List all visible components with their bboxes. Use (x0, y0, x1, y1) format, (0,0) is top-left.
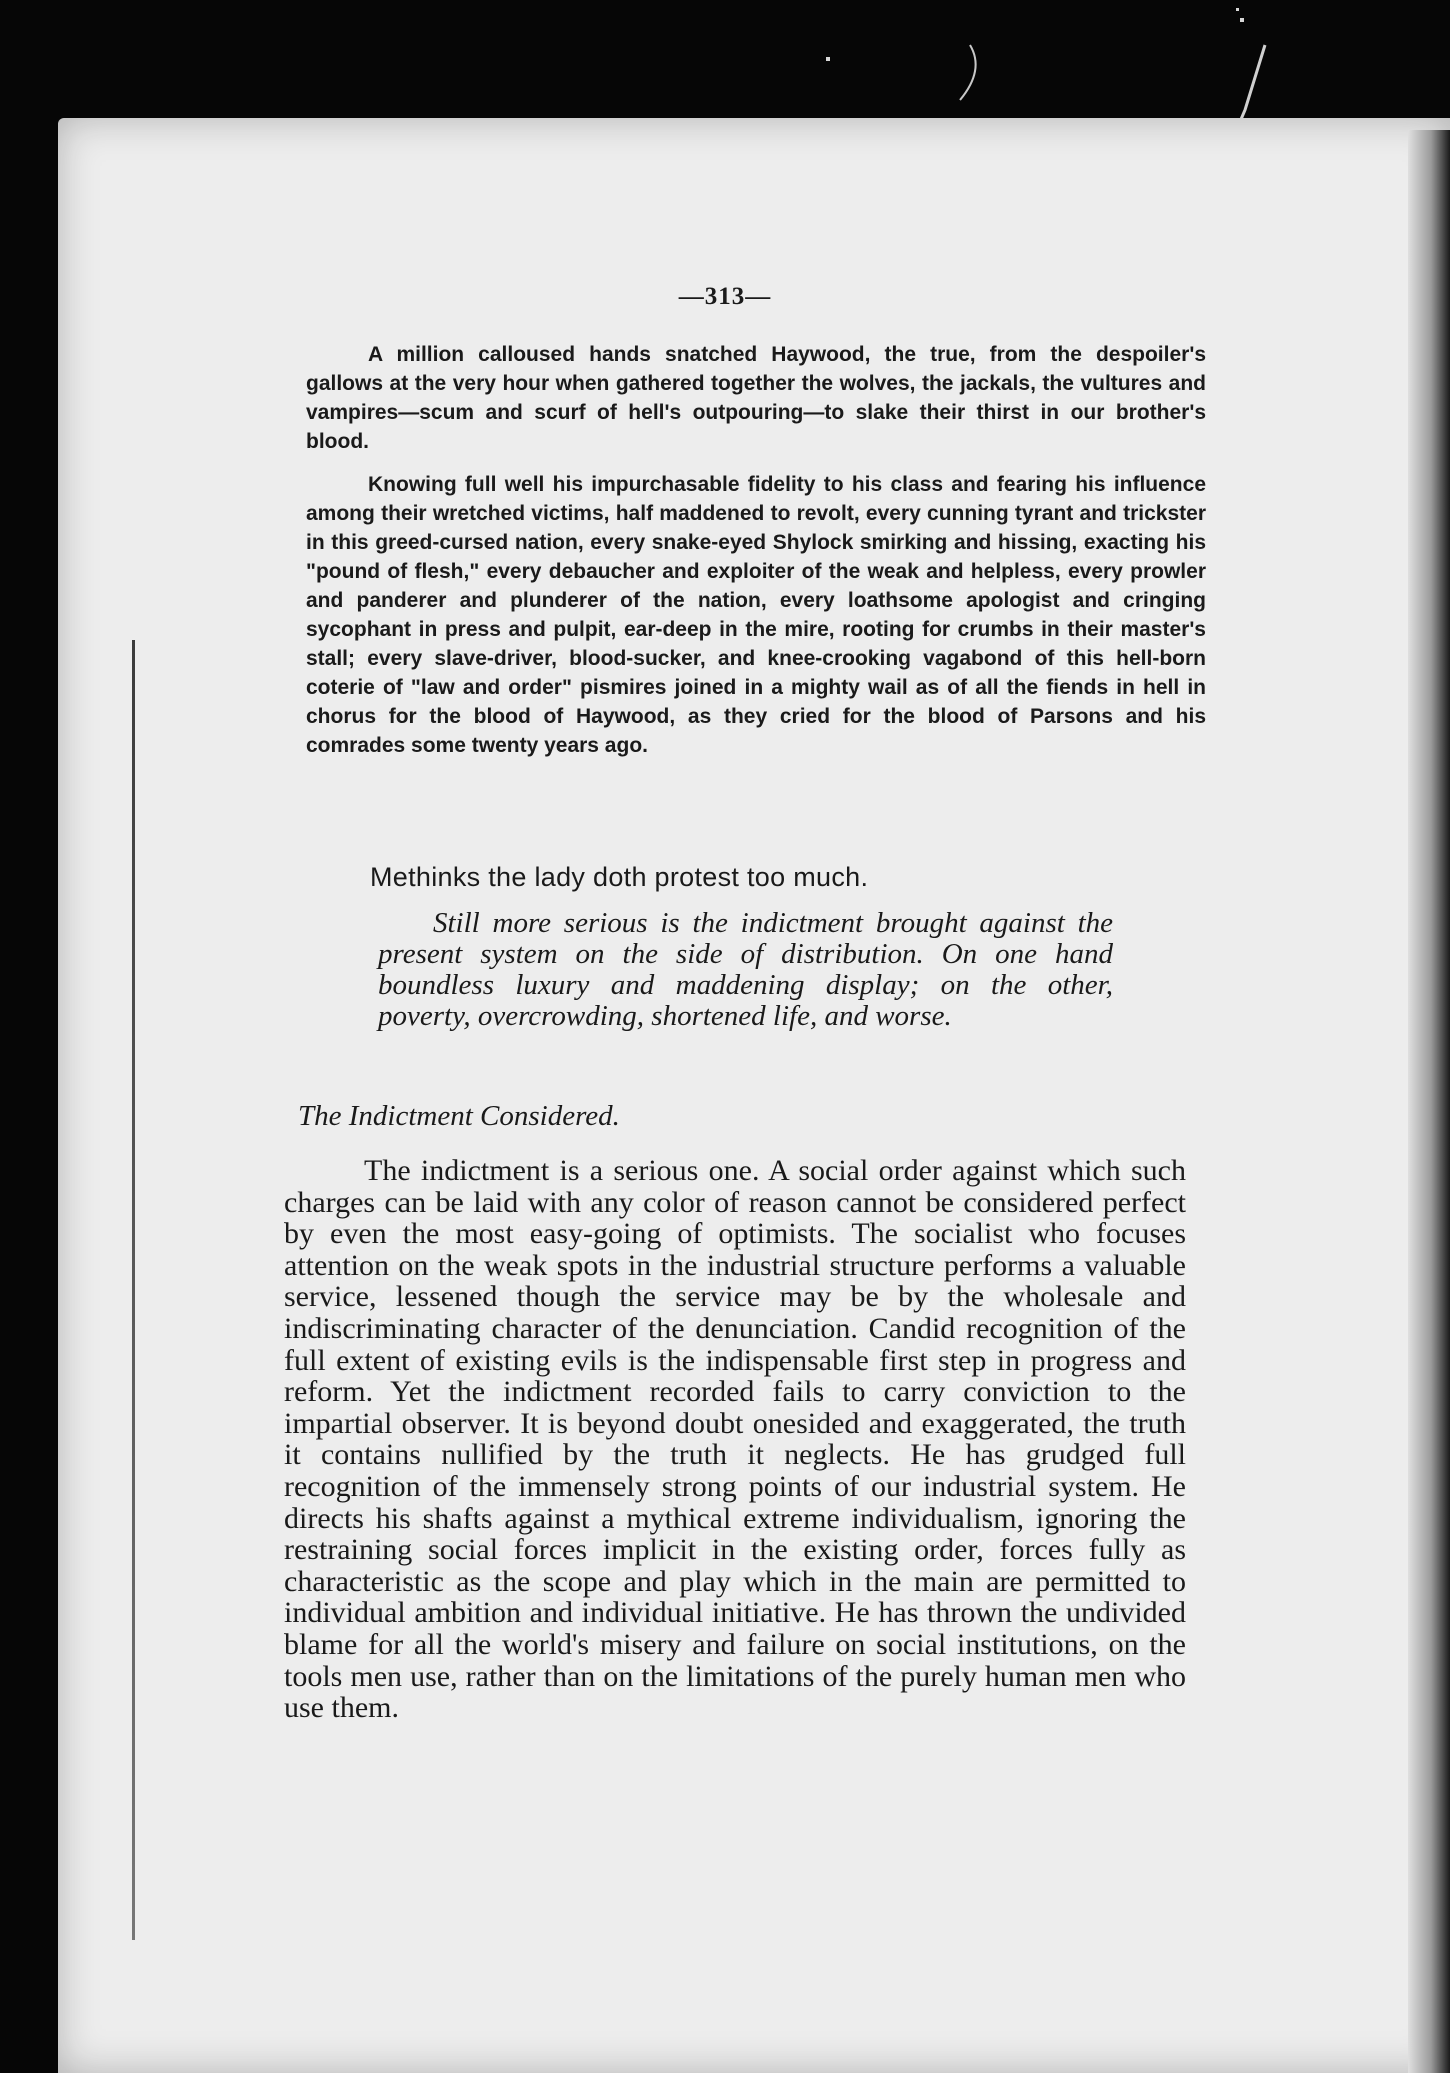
page-edge-shadow (1408, 130, 1450, 2073)
opening-paragraphs (306, 340, 1206, 760)
scan-speck (1236, 8, 1239, 11)
body-paragraph: The indictment is a serious one. A social order against which such charges can be laid with any color of reason cannot be considered perfect by even the most easy-going of optimists. The socialist who focuses attention on the weak spots in the industrial structure performs a valuable service, lessened though the service may be by the wholesale and indiscriminating character of the denunciation. Candid recognition of the full extent of existing evils is the indispensable first step in progress and reform. Yet the indictment recorded fails to carry conviction to the impartial observer. It is beyond doubt onesided and exaggerated, the truth it contains nullified by the truth it neglects. He has grudged full recognition of the immensely strong points of our industrial system. He directs his shafts against a mythical extreme individualism, ignoring the restraining social forces implicit in the existing order, forces fully as characteristic as the scope and play which in the main are permitted to individual ambition and individual initiative. He has thrown the undivided blame for all the world's misery and failure on social institutions, on the tools men use, rather than on the limitations of the purely human men who use them. (284, 1154, 1186, 1725)
indictment-quote: Still more serious is the indictment brought against the present system on the side of distribution. On one hand boundless luxury and maddening display; on the other, poverty, overcrowding, shortened life, and worse. (378, 907, 1113, 1032)
scan-speck (1240, 18, 1244, 22)
page-number: —313— (678, 283, 772, 310)
lady-protest-line: Methinks the lady doth protest too much. (370, 862, 869, 892)
scan-scratch (940, 40, 1000, 110)
paragraph-haywood-hands: A million calloused hands snatched Haywood, the true, from the despoiler's gallows at the very hour when gathered together the wolves, the jackals, the vultures and vampires—scum and scurf of hell's outpouring—to slake their thirst in our brother's blood. (306, 343, 1206, 453)
paragraph-knowing-fidelity: Knowing full well his impurchasable fidelity to his class and fearing his influence among their wretched victims, half maddened to revolt, every cunning tyrant and trickster in this greed-cursed nation, every snake-eyed Shylock smirking and hissing, exacting his "pound of flesh," every debaucher and exploiter of the weak and helpless, every prowler and panderer and plunderer of the nation, every loathsome apologist and cringing sycophant in press and pulpit, ear-deep in the mire, rooting for crumbs in their master's stall; every slave-driver, blood-sucker, and knee-crooking vagabond of this hell-born coterie of "law and order" pismires joined in a mighty wail as of all the fiends in hell in chorus for the blood of Haywood, as they cried for the blood of Parsons and his comrades some twenty years ago. (306, 473, 1206, 757)
scan-speck (826, 57, 830, 61)
section-heading: The Indictment Considered. (298, 1100, 620, 1132)
binding-gutter-line (132, 640, 135, 1940)
